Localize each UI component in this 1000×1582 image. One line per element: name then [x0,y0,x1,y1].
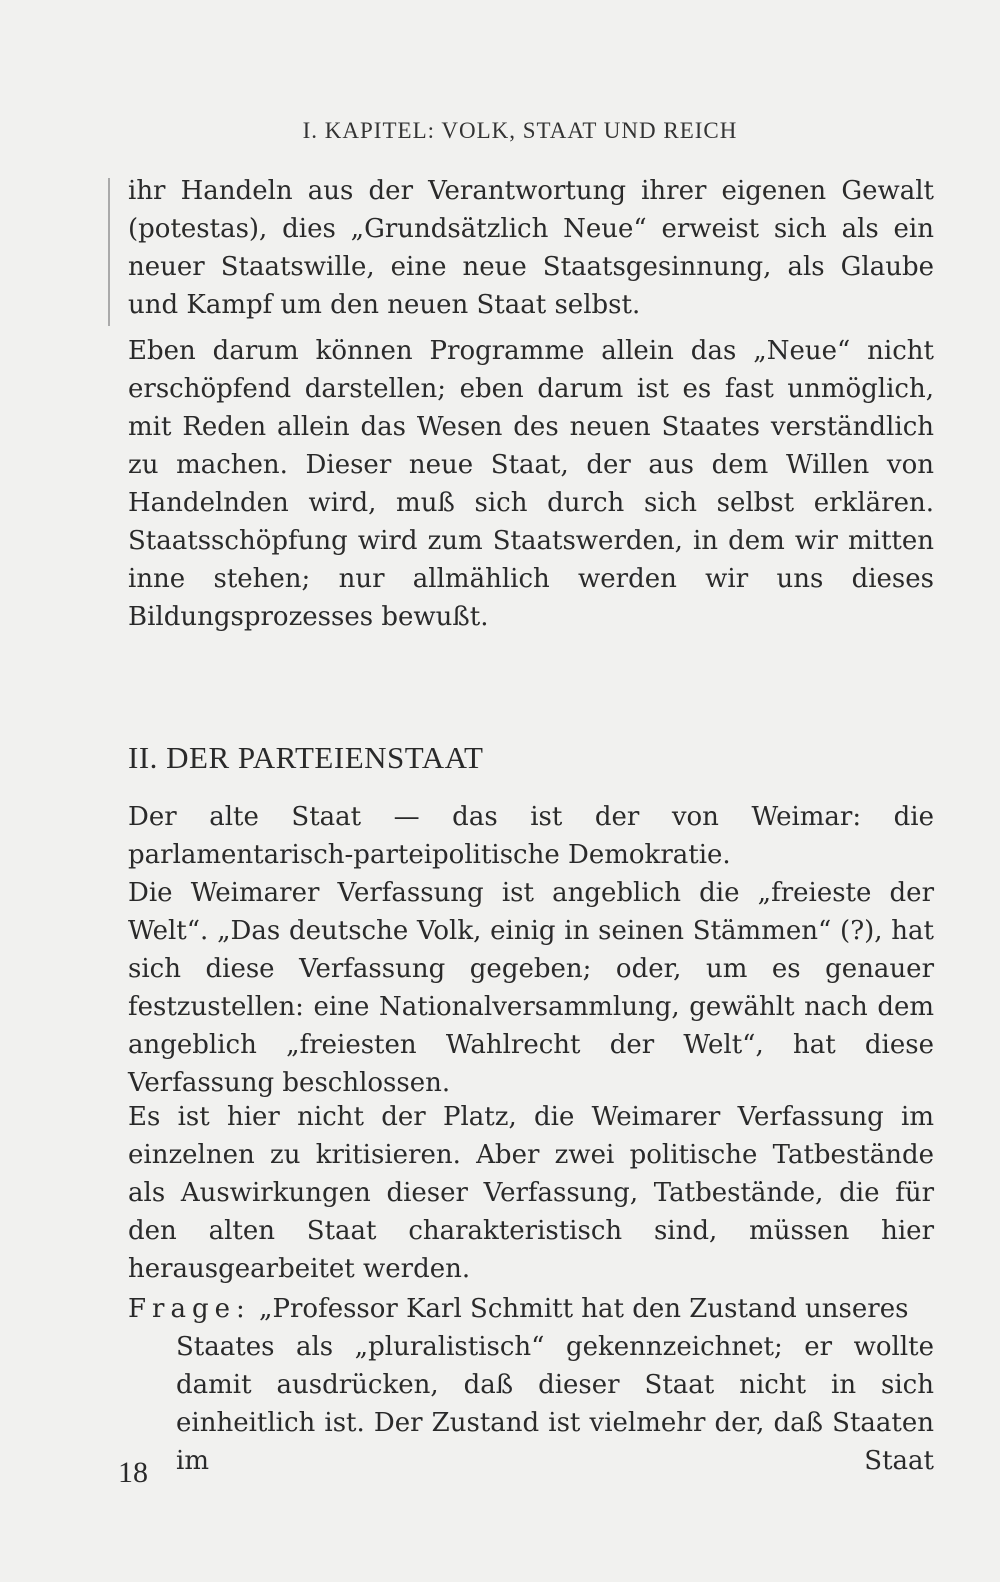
page-number: 18 [118,1456,148,1489]
question-text-start: „Professor Karl Schmitt hat den Zustand unseres [259,1294,909,1324]
paragraph-1: ihr Handeln aus der Verantwortung ihrer eigenen Gewalt (potestas), dies „Grundsätzlich Neue“ erweist sich als ein neuer Staatswille, eine neue Staatsgesinnung, als Glaube und Kampf um den neuen Staat selbst. [128,176,934,320]
question-first-line [128,1290,934,1328]
running-head: I. KAPITEL: VOLK, STAAT UND REICH [302,118,738,143]
section-paragraph-2: Die Weimarer Verfassung ist angeblich die „freieste der Welt“. „Das deutsche Volk, einig in seinen Stämmen“ (?), hat sich diese Verfassung gegeben; oder, um es genauer festzustellen: eine Nationalversammlung, gewählt nach dem angeblich „freiesten Wahlrecht der Welt“, hat diese Verfassung beschlossen. [128,878,934,1098]
section-paragraph-1: Der alte Staat — das ist der von Weimar: die parlamentarisch-parteipolitische Demokratie. [128,802,934,870]
section-paragraph-3: Es ist hier nicht der Platz, die Weimarer Verfassung im einzelnen zu kritisieren. Aber zwei politische Tatbestände als Auswirkungen dieser Verfassung, Tatbestände, die für den alten Staat charakteristisch sind, müssen hier herausgearbeitet werden. [128,1102,934,1284]
paragraph-2: Eben darum können Programme allein das „Neue“ nicht erschöpfend darstellen; eben darum ist es fast unmöglich, mit Reden allein das Wesen des neuen Staates verständlich zu machen. Dieser neue Staat, der aus dem Willen von Handelnden wird, muß sich durch sich selbst erklären. Staatsschöpfung wird zum Staatswerden, in dem wir mitten inne stehen; nur allmählich werden wir uns dieses Bildungsprozesses bewußt. [128,336,934,632]
section-heading: II. DER PARTEIENSTAAT [128,740,484,775]
question-continuation: Staates als „pluralistisch“ gekennzeichnet; er wollte damit ausdrücken, daß dieser Staat nicht in sich einheitlich ist. Der Zustand ist vielmehr der, daß Staaten im Staat [176,1332,934,1476]
question-block [128,1290,934,1480]
margin-rule [108,178,110,326]
question-label: Frage: [128,1294,251,1324]
